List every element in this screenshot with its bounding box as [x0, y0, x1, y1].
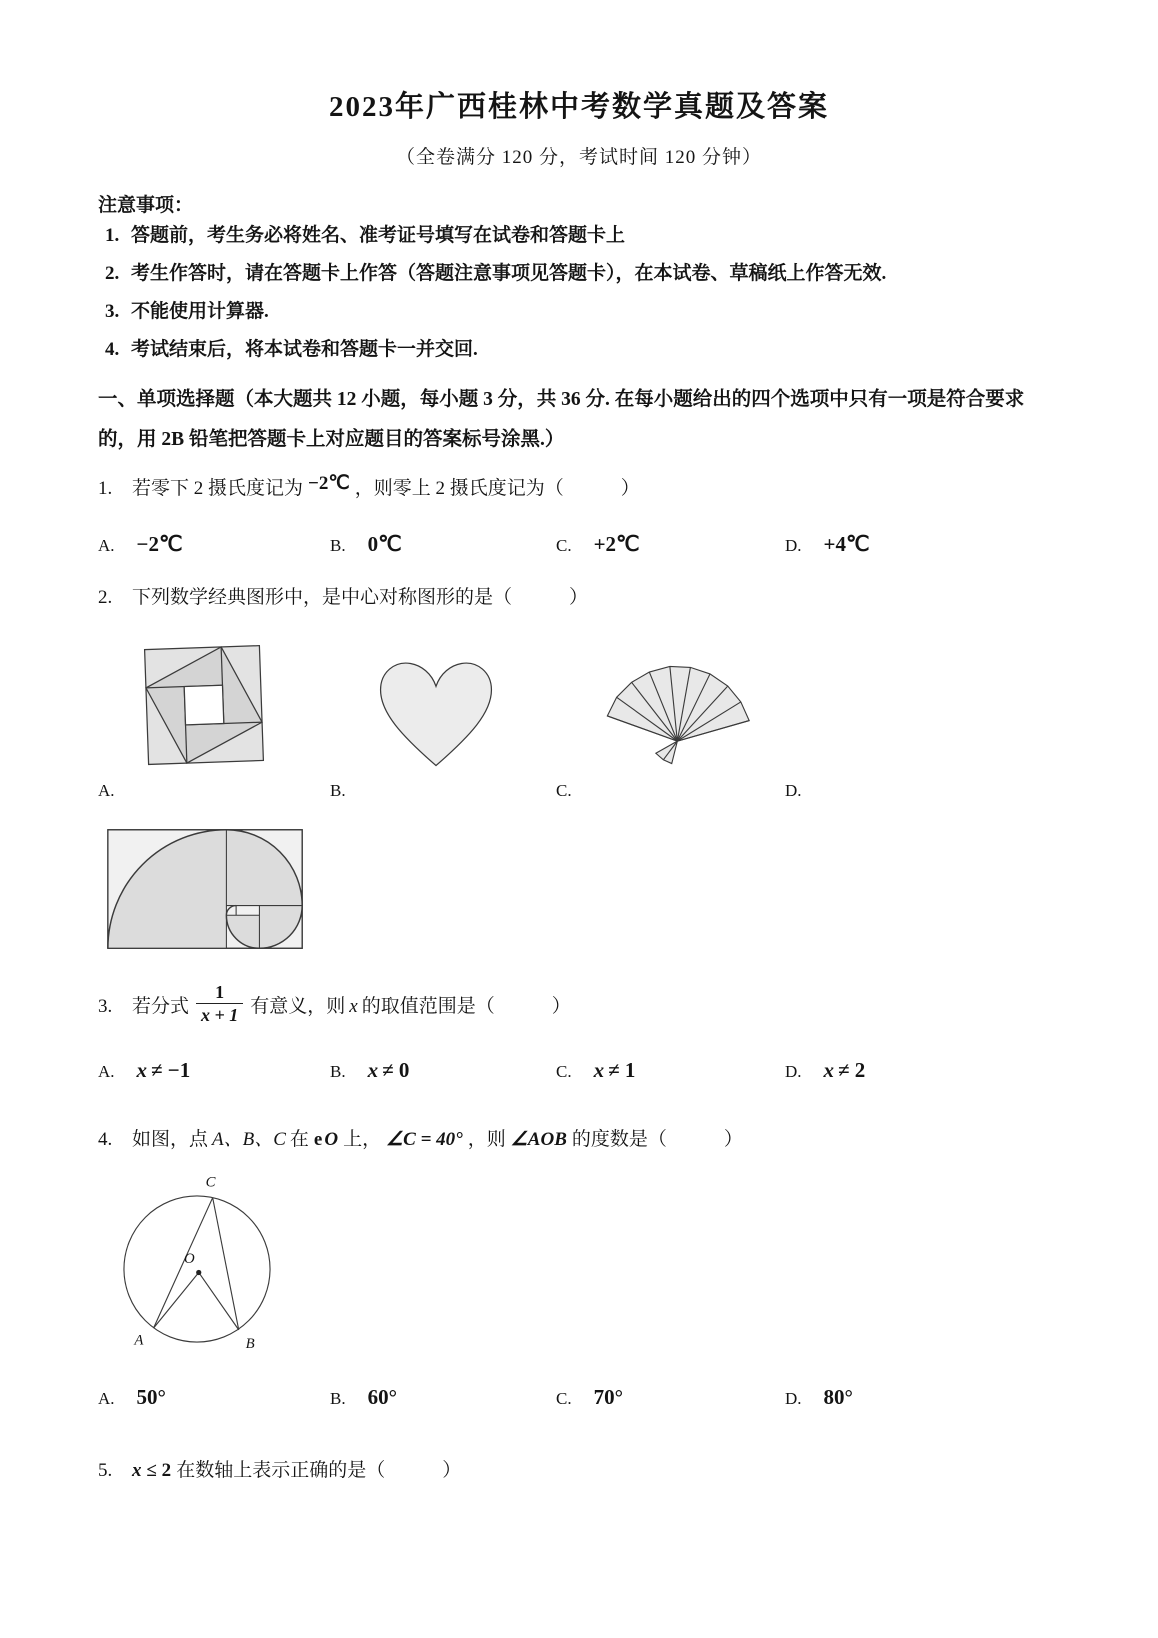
note-number: 2. — [105, 263, 120, 284]
option-c — [556, 1058, 785, 1083]
question-3 — [98, 982, 1060, 1030]
option-value — [594, 1058, 636, 1083]
math-variable: x — [349, 995, 358, 1017]
option-label: C. — [556, 781, 572, 800]
question-number: 3. — [98, 995, 113, 1017]
option-label: B. — [330, 536, 346, 555]
option-label: D. — [785, 1389, 802, 1408]
question-text: 如图，点 — [132, 1129, 209, 1150]
figure-fan-wrap — [598, 627, 785, 775]
option-c — [556, 532, 785, 557]
figure-label-b — [330, 781, 556, 801]
question-4-figure-wrap — [92, 1169, 1060, 1369]
option-value: −2℃ — [136, 532, 183, 556]
figure-circle-angle — [92, 1169, 302, 1369]
option-label: C. — [556, 536, 572, 555]
math-variable: x — [367, 1058, 379, 1082]
question-number: 2. — [98, 587, 113, 608]
figure-golden-spiral — [104, 825, 308, 955]
option-label: A. — [98, 536, 115, 555]
circle-symbol: e — [313, 1129, 323, 1150]
question-text: 若零下 2 摄氏度记为 — [132, 478, 304, 499]
option-a — [98, 1385, 330, 1410]
question-2 — [98, 583, 1060, 613]
option-d — [785, 1058, 1060, 1083]
fraction-denominator: x + 1 — [196, 1003, 243, 1027]
question-text: 的取值范围是（ ） — [361, 995, 571, 1017]
note-text: 考试结束后，将本试卷和答题卡一并交回. — [131, 339, 478, 360]
point-label-a: A — [134, 1332, 144, 1349]
question-text: ，则 — [467, 1129, 506, 1150]
option-value: 0℃ — [367, 532, 402, 556]
math-expression: ∠AOB — [510, 1129, 567, 1150]
question-1-options — [98, 532, 1060, 557]
figure-pythagorean-square — [137, 637, 271, 775]
option-b — [330, 1385, 556, 1410]
question-2-figures — [98, 627, 1060, 775]
option-d — [785, 532, 1060, 557]
option-label: D. — [785, 536, 802, 555]
figure-fan — [598, 627, 766, 775]
question-5 — [98, 1456, 1060, 1486]
note-item-4 — [98, 331, 1060, 369]
question-text: 若分式 — [132, 995, 190, 1017]
note-text: 不能使用计算器. — [131, 301, 269, 322]
math-expression: ∠C = 40° — [386, 1129, 463, 1150]
option-c — [556, 1385, 785, 1410]
option-b — [330, 1058, 556, 1083]
math-points: A、B、C — [212, 1129, 286, 1150]
note-number: 1. — [105, 225, 120, 246]
option-value: 70° — [593, 1385, 623, 1409]
circle-center-letter: O — [324, 1129, 339, 1150]
question-number: 1. — [98, 478, 113, 499]
math-expression: ≠ 2 — [838, 1058, 866, 1082]
question-4-options — [98, 1385, 1060, 1410]
figure-golden-spiral-wrap — [104, 825, 1060, 955]
figure-label-a — [98, 781, 330, 801]
option-value — [368, 1058, 410, 1083]
point-label-o: O — [183, 1250, 195, 1267]
option-a — [98, 532, 330, 557]
question-1 — [98, 474, 1060, 504]
math-expression: ≤ 2 — [146, 1460, 172, 1481]
question-text: 有意义，则 — [250, 995, 346, 1017]
question-number: 4. — [98, 1129, 113, 1150]
option-label: B. — [330, 1389, 346, 1408]
option-value — [824, 1058, 866, 1083]
note-item-1 — [98, 217, 1060, 255]
note-item-2 — [98, 255, 1060, 293]
question-2-figure-labels — [98, 781, 1060, 801]
point-label-c: C — [205, 1174, 216, 1191]
option-d — [785, 1385, 1060, 1410]
note-text: 答题前，考生务必将姓名、准考证号填写在试卷和答题卡上 — [131, 225, 626, 246]
question-number: 5. — [98, 1460, 113, 1481]
option-label: D. — [785, 781, 802, 800]
math-variable: x — [136, 1058, 148, 1082]
option-label: A. — [98, 1062, 115, 1081]
option-value: 60° — [367, 1385, 397, 1409]
document-subtitle: （全卷满分 120 分，考试时间 120 分钟） — [395, 147, 762, 168]
math-expression: ≠ 1 — [608, 1058, 636, 1082]
fraction — [196, 982, 243, 1027]
math-variable: x — [823, 1058, 835, 1082]
section-heading: 一、单项选择题（本大题共 12 小题，每小题 3 分，共 36 分. 在每小题给出的四个选项中只有一项是符合要求的，用 2B 铅笔把答题卡上对应题目的答案标号涂黑.） — [98, 389, 1025, 450]
math-expression: ≠ 0 — [382, 1058, 410, 1082]
point-label-b: B — [245, 1336, 255, 1353]
question-text: 在数轴上表示正确的是（ ） — [176, 1460, 462, 1481]
note-text: 考生作答时，请在答题卡上作答（答题注意事项见答题卡），在本试卷、草稿纸上作答无效. — [131, 263, 887, 284]
option-label: D. — [785, 1062, 802, 1081]
question-3-options — [98, 1058, 1060, 1083]
math-variable: x — [593, 1058, 605, 1082]
math-expression: −2℃ — [308, 473, 350, 494]
option-value: 50° — [136, 1385, 166, 1409]
question-text: 上， — [343, 1129, 382, 1150]
figure-pythagorean-square-wrap — [137, 637, 330, 775]
option-b — [330, 532, 556, 557]
option-value — [137, 1058, 191, 1083]
math-variable: x — [132, 1460, 142, 1481]
center-dot — [196, 1270, 201, 1275]
question-text: 在 — [289, 1129, 309, 1150]
fraction-numerator: 1 — [215, 982, 225, 1002]
figure-label-c — [556, 781, 785, 801]
notes-heading: 注意事项： — [98, 195, 194, 216]
note-number: 4. — [105, 339, 120, 360]
option-label: B. — [330, 781, 346, 800]
option-label: A. — [98, 781, 115, 800]
note-item-3 — [98, 293, 1060, 331]
question-4 — [98, 1125, 1060, 1155]
question-text: ，则零上 2 摄氏度记为（ ） — [354, 478, 640, 499]
option-value: +2℃ — [593, 532, 640, 556]
question-text: 的度数是（ ） — [571, 1129, 743, 1150]
note-number: 3. — [105, 301, 120, 322]
figure-label-d — [785, 781, 1060, 801]
figure-heart — [370, 647, 502, 775]
document-title: 2023年广西桂林中考数学真题及答案 — [328, 91, 829, 123]
option-label: B. — [330, 1062, 346, 1081]
option-value: +4℃ — [823, 532, 870, 556]
option-label: C. — [556, 1062, 572, 1081]
figure-heart-wrap — [370, 647, 556, 775]
option-a — [98, 1058, 330, 1083]
option-label: C. — [556, 1389, 572, 1408]
option-label: A. — [98, 1389, 115, 1408]
question-text: 下列数学经典图形中，是中心对称图形的是（ ） — [132, 587, 589, 608]
math-expression: ≠ −1 — [151, 1058, 191, 1082]
option-value: 80° — [823, 1385, 853, 1409]
